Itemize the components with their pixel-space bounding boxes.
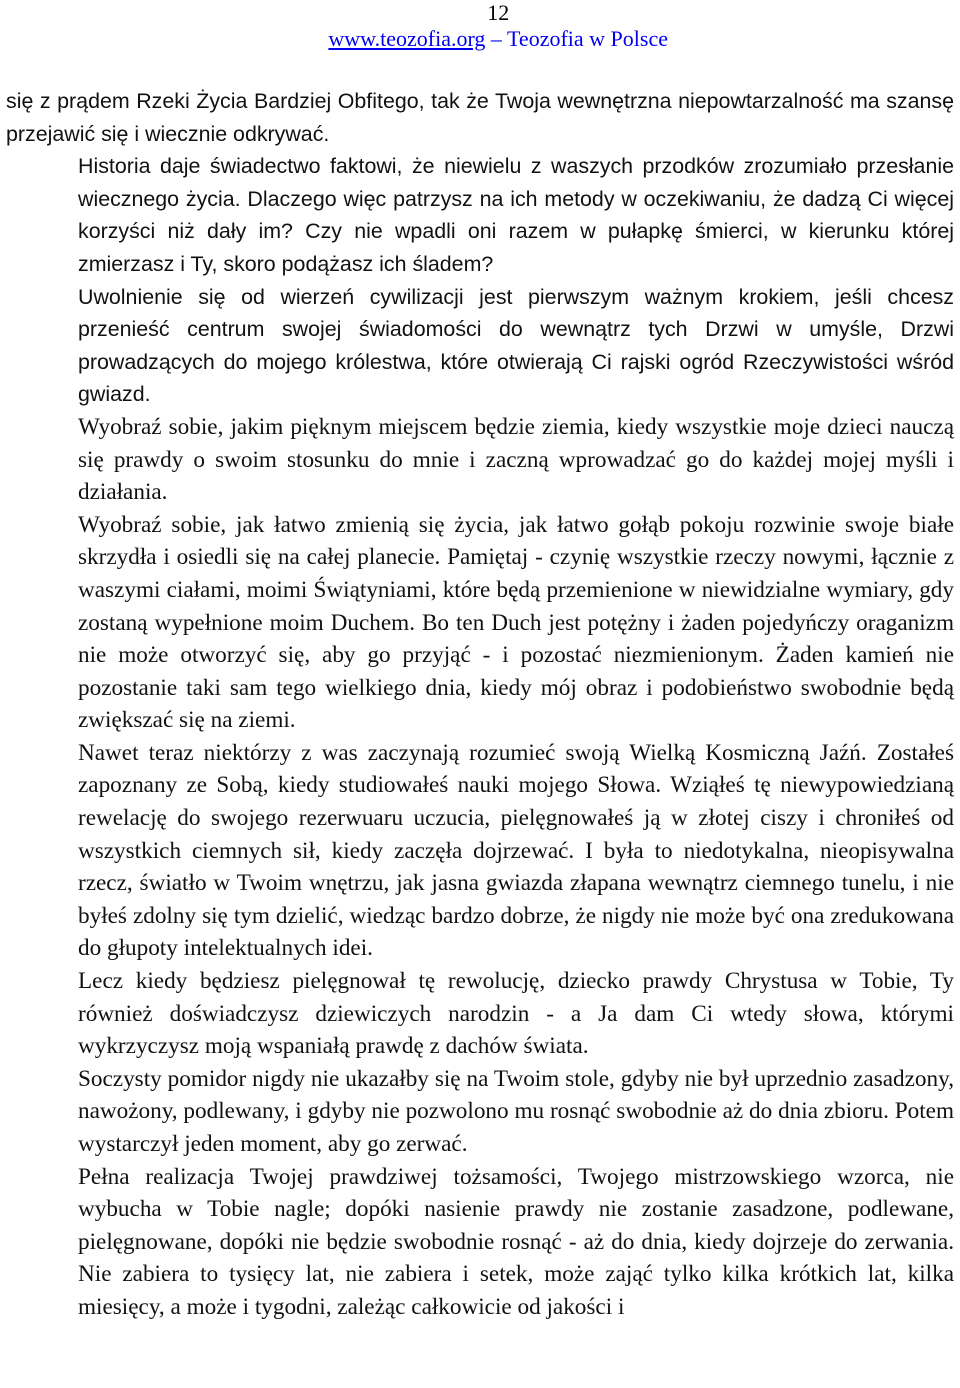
paragraph xyxy=(6,281,954,411)
paragraph xyxy=(6,1161,954,1324)
paragraph xyxy=(6,1063,954,1161)
paragraph-text: Uwolnienie się od wierzeń cywilizacji jest pierwszym ważnym krokiem, jeśli chcesz przenieść centrum swojej świadomości do wewnątrz tych Drzwi w umyśle, Drzwi prowadzących do mojego królestwa, które otwierają Ci rajski ogród Rzeczywistości wśród gwiazd. xyxy=(78,284,954,407)
page-header xyxy=(328,0,668,52)
paragraph-text: się z prądem Rzeki Życia Bardziej Obfitego, tak że Twoja wewnętrzna niepowtarzalność ma szansę przejawić się i wiecznie odkrywać. xyxy=(6,89,954,146)
paragraph-text: Soczysty pomidor nigdy nie ukazałby się na Twoim stole, gdyby nie był uprzednio zasadzony, nawożony, podlewany, i gdyby nie pozwolono mu rosnąć swobodnie aż do dnia zbioru. Potem wystarczył jeden moment, aby go zerwać. xyxy=(78,1065,954,1157)
site-link[interactable]: www.teozofia.org xyxy=(328,26,486,51)
page-number: 12 xyxy=(487,0,510,25)
paragraph-text: Pełna realizacja Twojej prawdziwej tożsamości, Twojego mistrzowskiego wzorca, nie wybucha w Tobie nagle; dopóki nasienie prawdy nie zostanie zasadzone, podlewane, pielęgnowane, dopóki nie będzie swobodnie rosnąć - aż do dnia, kiedy dojrzeje do zerwania. Nie zabiera to tysięcy lat, nie zabiera i setek, może zająć tylko kilka krótkich lat, kilka miesięcy, a może i tygodni, zależąc całkowicie od jakości i xyxy=(78,1163,954,1320)
paragraph xyxy=(6,965,954,1063)
paragraph-text: Wyobraź sobie, jak łatwo zmienią się życia, jak łatwo gołąb pokoju rozwinie swoje białe skrzydła i osiedli się na całej planecie. xyxy=(78,511,954,571)
header-dash: – xyxy=(490,26,502,51)
paragraph xyxy=(6,737,954,965)
site-name: Teozofia w Polsce xyxy=(507,26,668,51)
paragraph-text: Pamiętaj - czynię wszystkie rzeczy nowymi, łącznie z waszymi ciałami, moimi Świątyniami, które będą przemienione w niewidzialne wymiary, gdy zostaną wypełnione moim Duchem. Bo ten Duch jest potężny i żaden pojedyńczy oraganizm nie może otworzyć się, aby go przyjąć - i pozostać niezmienionym. Żaden kamień nie pozostanie taki sam tego wielkiego dnia, kiedy mój obraz i podobieństwo swobodnie będą zwiększać się na ziemi. xyxy=(78,544,954,734)
paragraph xyxy=(6,85,954,150)
paragraph xyxy=(6,411,954,509)
paragraph-text: Wyobraź sobie, jakim pięknym miejscem będzie ziemia, kiedy wszystkie moje dzieci nauczą się prawdy o swoim stosunku do mnie i zaczną wprowadzać go do każdej mojej myśli i działania. xyxy=(78,413,954,506)
paragraph xyxy=(6,509,954,737)
paragraph-text: Historia daje świadectwo faktowi, że niewielu z waszych przodków zrozumiało przesłanie wiecznego życia. Dlaczego więc patrzysz na ich metody w oczekiwaniu, że dadzą Ci więcej korzyści niż dały im? Czy nie wpadli oni razem w pułapkę śmierci, w kierunku której zmierzasz i Ty, skoro podążasz ich śladem? xyxy=(78,154,954,276)
paragraph-text: Lecz kiedy będziesz pielęgnował tę rewolucję, dziecko prawdy Chrystusa w Tobie, Ty również doświadczysz dziewiczych narodzin - a Ja dam Ci wtedy słowa, którymi wykrzyczysz moją wspaniałą prawdę z dachów świata. xyxy=(78,968,954,1060)
paragraph-text: Nawet teraz niektórzy z was zaczynają rozumieć swoją Wielką Kosmiczną Jaźń. Zostałeś zapoznany ze Sobą, kiedy studiowałeś nauki mojego Słowa. Wziąłeś tę niewypowiedzianą rewelację do swojego rezerwuaru uczucia, pielęgnowałeś ją w złotej ciszy i chroniłeś od wszystkich ciemnych sił, kiedy zaczęła dojrzewać. I była to niedotykalna, nieopisywalna rzecz, światło w Twoim wnętrzu, jak jasna gwiazda złapana wewnątrz ciemnego tunelu, i nie byłeś zdolny się tym dzielić, wiedząc bardzo dobrze, że nigdy nie może być ona zredukowana do głupoty intelektualnych idei. xyxy=(78,739,954,962)
paragraph xyxy=(6,150,954,280)
body-text xyxy=(6,85,954,1324)
